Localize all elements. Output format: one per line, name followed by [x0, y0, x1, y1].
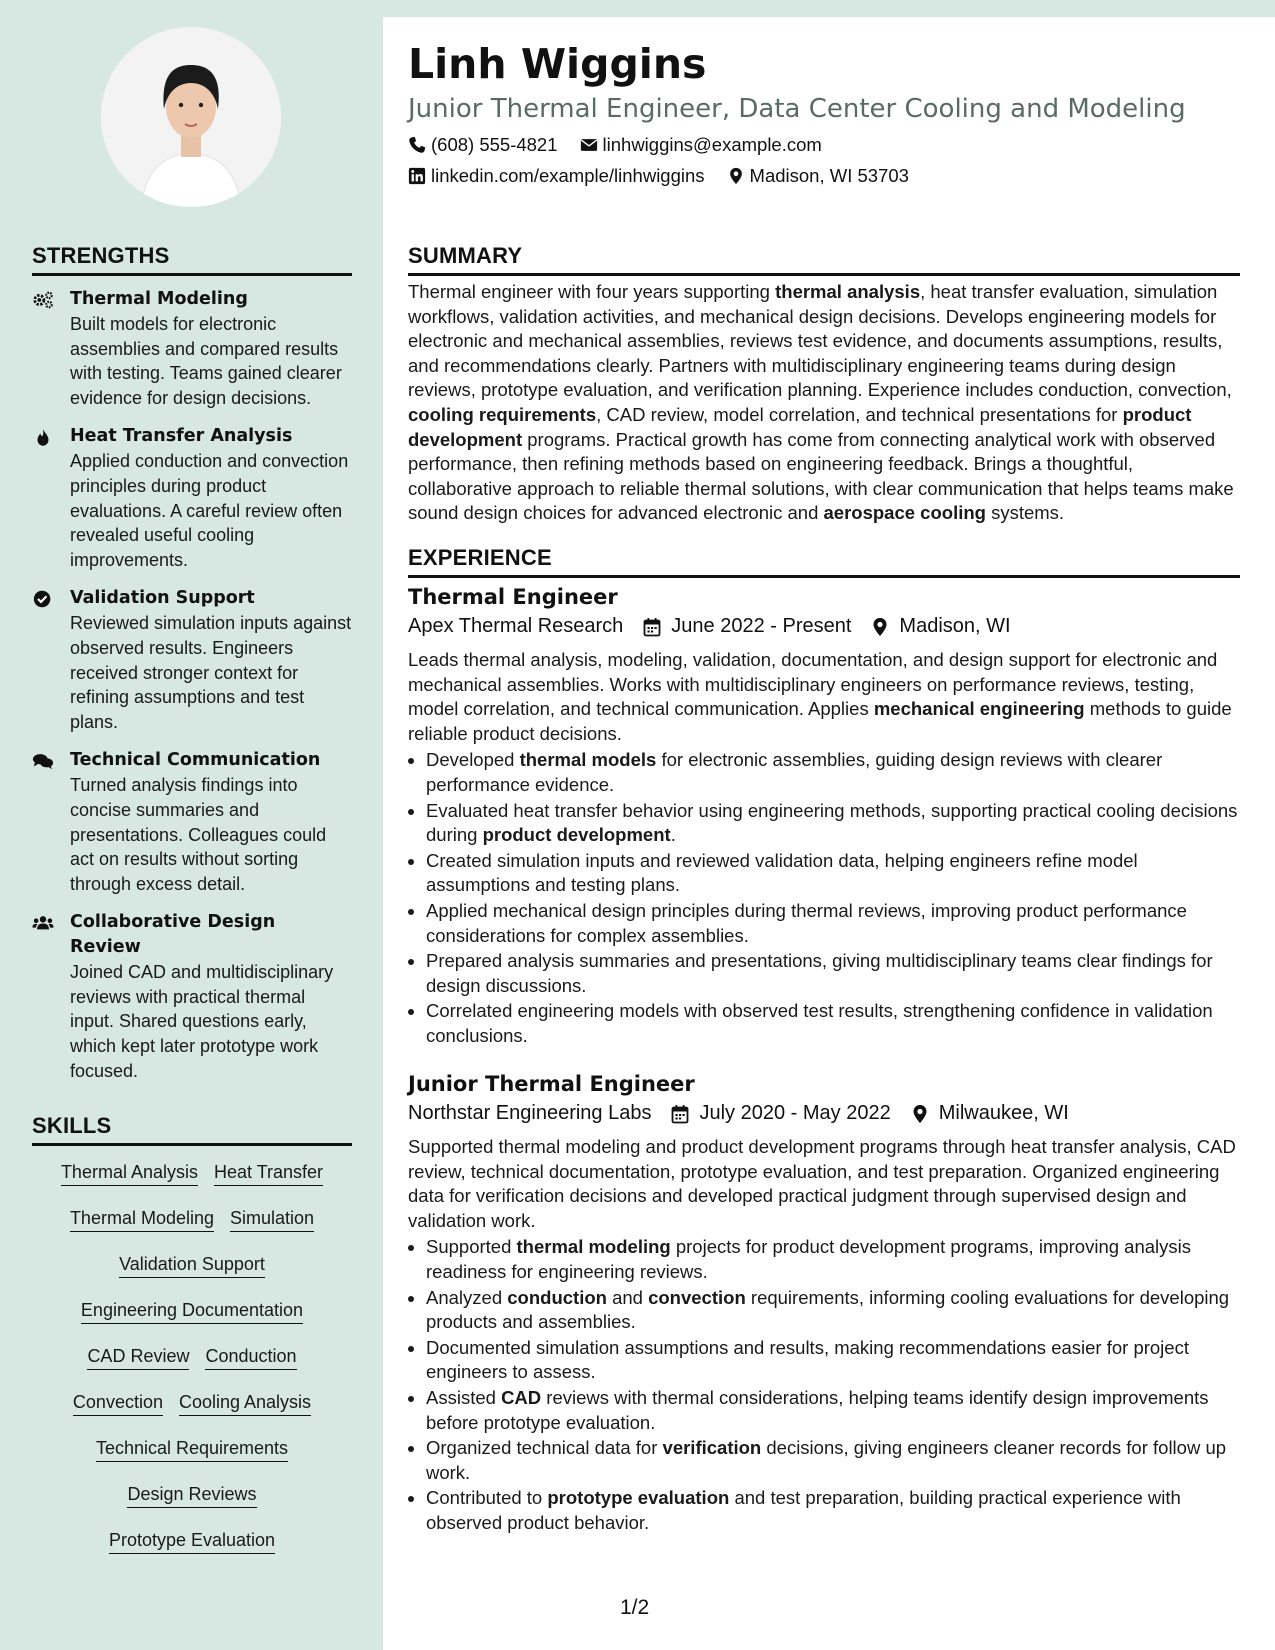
skill-tag: Validation Support	[119, 1252, 265, 1278]
strength-item	[32, 910, 352, 1083]
skill-tag: Conduction	[205, 1344, 296, 1370]
strength-desc: Applied conduction and convection principles during product evaluations. A careful review often revealed useful cooling improvements.	[70, 451, 349, 570]
linkedin-item[interactable]	[408, 165, 705, 187]
bullet-item: • Documented simulation assumptions and results, making recommendations easier for project engineers to assess.	[426, 1336, 1240, 1385]
users-icon	[32, 913, 54, 933]
job-dates: July 2020 - May 2022	[699, 1102, 891, 1124]
job-title: Thermal Engineer	[408, 585, 618, 609]
skill-tag: CAD Review	[87, 1344, 189, 1370]
job-dates-item	[671, 1102, 890, 1125]
skill-tag: Technical Requirements	[96, 1436, 288, 1462]
skill-tag: Cooling Analysis	[179, 1390, 311, 1416]
strength-desc: Built models for electronic assemblies and compared results with testing. Teams gained clearer evidence for design decisions.	[70, 314, 342, 408]
strength-desc: Turned analysis findings into concise summaries and presentations. Colleagues could act on results without sorting through excess detail.	[70, 775, 327, 894]
skill-tag: Prototype Evaluation	[109, 1528, 275, 1554]
map-pin-icon	[727, 167, 745, 185]
job-title: Junior Thermal Engineer	[408, 1072, 695, 1096]
email-text[interactable]: linhwiggins@example.com	[602, 134, 822, 155]
skills-heading: SKILLS	[32, 1113, 352, 1146]
summary-heading: SUMMARY	[408, 243, 1240, 276]
skill-tag: Design Reviews	[127, 1482, 256, 1508]
bullet-item: • Contributed to prototype evaluation and test preparation, building practical experience with observed product behavior.	[426, 1486, 1240, 1535]
bullet-item: • Prepared analysis summaries and presentations, giving multidisciplinary teams clear findings for design discussions.	[426, 949, 1240, 998]
job-meta	[408, 615, 1240, 638]
strength-title: Collaborative Design Review	[70, 912, 276, 958]
strength-title: Validation Support	[70, 588, 255, 609]
check-circle-icon	[32, 589, 54, 609]
bullet-item: • Analyzed conduction and convection requirements, informing cooling evaluations for developing products and assemblies.	[426, 1286, 1240, 1335]
company-name: Apex Thermal Research	[408, 615, 624, 637]
linkedin-icon	[408, 167, 426, 185]
job-entry	[408, 585, 1240, 1050]
location-text: Madison, WI 53703	[749, 165, 909, 186]
skill-tag: Heat Transfer	[214, 1160, 323, 1186]
flame-icon	[32, 427, 54, 447]
strength-desc: Joined CAD and multidisciplinary reviews with practical thermal input. Shared questions early, which kept later prototype work focused.	[70, 962, 334, 1081]
bullet-item: • Applied mechanical design principles during thermal reviews, improving product performance considerations for complex assemblies.	[426, 899, 1240, 948]
bullet-item: • Assisted CAD reviews with thermal considerations, helping teams identify design improvements before prototype evaluation.	[426, 1386, 1240, 1435]
candidate-name: Linh Wiggins	[408, 40, 707, 88]
strength-title: Technical Communication	[70, 750, 321, 771]
job-location: Madison, WI	[899, 615, 1011, 637]
bullet-item: • Correlated engineering models with observed test results, strengthening confidence in validation conclusions.	[426, 999, 1240, 1048]
job-location-item	[871, 615, 1010, 638]
candidate-headline: Junior Thermal Engineer, Data Center Cooling and Modeling	[408, 94, 1186, 124]
job-location-item	[911, 1102, 1069, 1125]
phone-icon	[408, 136, 426, 154]
summary-text: Thermal engineer with four years supporting thermal analysis, heat transfer evaluation, simulation workflows, validation activities, and mechanical design decisions. Develops engineering models for electronic and mechanical assemblies, reviews test evidence, and documents assumptions, results, and recommendations clearly. Partners with multidisciplinary engineering teams during design reviews, prototype evaluation, and verification planning. Experience includes conduction, convection, cooling requirements, CAD review, model correlation, and technical presentations for product development programs. Practical growth has come from connecting analytical work with observed performance, then refining methods based on engineering feedback. Brings a thoughtful, collaborative approach to reliable thermal solutions, with clear communication that helps teams make sound design choices for advanced electronic and aerospace cooling systems.	[408, 281, 1234, 524]
job-description: Supported thermal modeling and product development programs through heat transfer analysis, CAD review, technical documentation, prototype evaluation, and test preparation. Organized engineering data for verification decisions and developed practical judgment through supervised design and validation work.	[408, 1136, 1236, 1231]
job-dates: June 2022 - Present	[671, 615, 852, 637]
strengths-list	[32, 287, 352, 1097]
calendar-icon	[643, 617, 661, 637]
strength-item	[32, 586, 352, 734]
map-pin-icon	[871, 617, 889, 637]
contact-row-2	[408, 165, 931, 187]
skill-tag: Thermal Modeling	[70, 1206, 214, 1232]
strength-title: Heat Transfer Analysis	[70, 426, 293, 447]
calendar-icon	[671, 1104, 689, 1124]
envelope-icon	[580, 136, 598, 154]
job-entry	[408, 1072, 1240, 1537]
strengths-heading: STRENGTHS	[32, 243, 352, 276]
skill-tag: Simulation	[230, 1206, 314, 1232]
bullet-item: • Evaluated heat transfer behavior using engineering methods, supporting practical cooling decisions during product development.	[426, 799, 1240, 848]
linkedin-text[interactable]: linkedin.com/example/linhwiggins	[431, 165, 705, 186]
bullet-item: • Supported thermal modeling projects for product development programs, improving analysis readiness for engineering reviews.	[426, 1235, 1240, 1284]
email-item[interactable]	[580, 134, 822, 156]
location-item	[727, 165, 909, 187]
job-bullets	[408, 1235, 1240, 1535]
map-pin-icon	[911, 1104, 929, 1124]
skills-list	[32, 1160, 352, 1574]
profile-photo	[101, 27, 281, 207]
company-name: Northstar Engineering Labs	[408, 1102, 652, 1124]
page-number: 1/2	[620, 1596, 650, 1619]
job-location: Milwaukee, WI	[938, 1102, 1069, 1124]
strength-item	[32, 287, 352, 410]
phone-item	[408, 134, 558, 156]
bullet-item: • Organized technical data for verification decisions, giving engineers cleaner records for follow up work.	[426, 1436, 1240, 1485]
job-meta	[408, 1102, 1240, 1125]
skill-tag: Thermal Analysis	[61, 1160, 198, 1186]
phone-text: (608) 555-4821	[431, 134, 558, 155]
experience-heading: EXPERIENCE	[408, 545, 1240, 578]
job-dates-item	[643, 615, 851, 638]
strength-item	[32, 748, 352, 896]
chat-icon	[32, 751, 54, 771]
gears-icon	[32, 290, 54, 310]
job-description: Leads thermal analysis, modeling, validation, documentation, and design support for electronic and mechanical assemblies. Works with multidisciplinary engineers on performance reviews, testing, model correlation, and technical communication. Applies mechanical engineering methods to guide reliable product decisions.	[408, 649, 1232, 744]
skill-tag: Convection	[73, 1390, 163, 1416]
job-bullets	[408, 748, 1240, 1048]
strength-desc: Reviewed simulation inputs against observed results. Engineers received stronger context for refining assumptions and test plans.	[70, 613, 352, 732]
skill-tag: Engineering Documentation	[81, 1298, 303, 1324]
strength-title: Thermal Modeling	[70, 289, 248, 309]
strength-item	[32, 424, 352, 572]
contact-row-1	[408, 134, 844, 156]
bullet-item: • Created simulation inputs and reviewed validation data, helping engineers refine model assumptions and testing plans.	[426, 849, 1240, 898]
bullet-item: • Developed thermal models for electronic assemblies, guiding design reviews with clearer performance evidence.	[426, 748, 1240, 797]
